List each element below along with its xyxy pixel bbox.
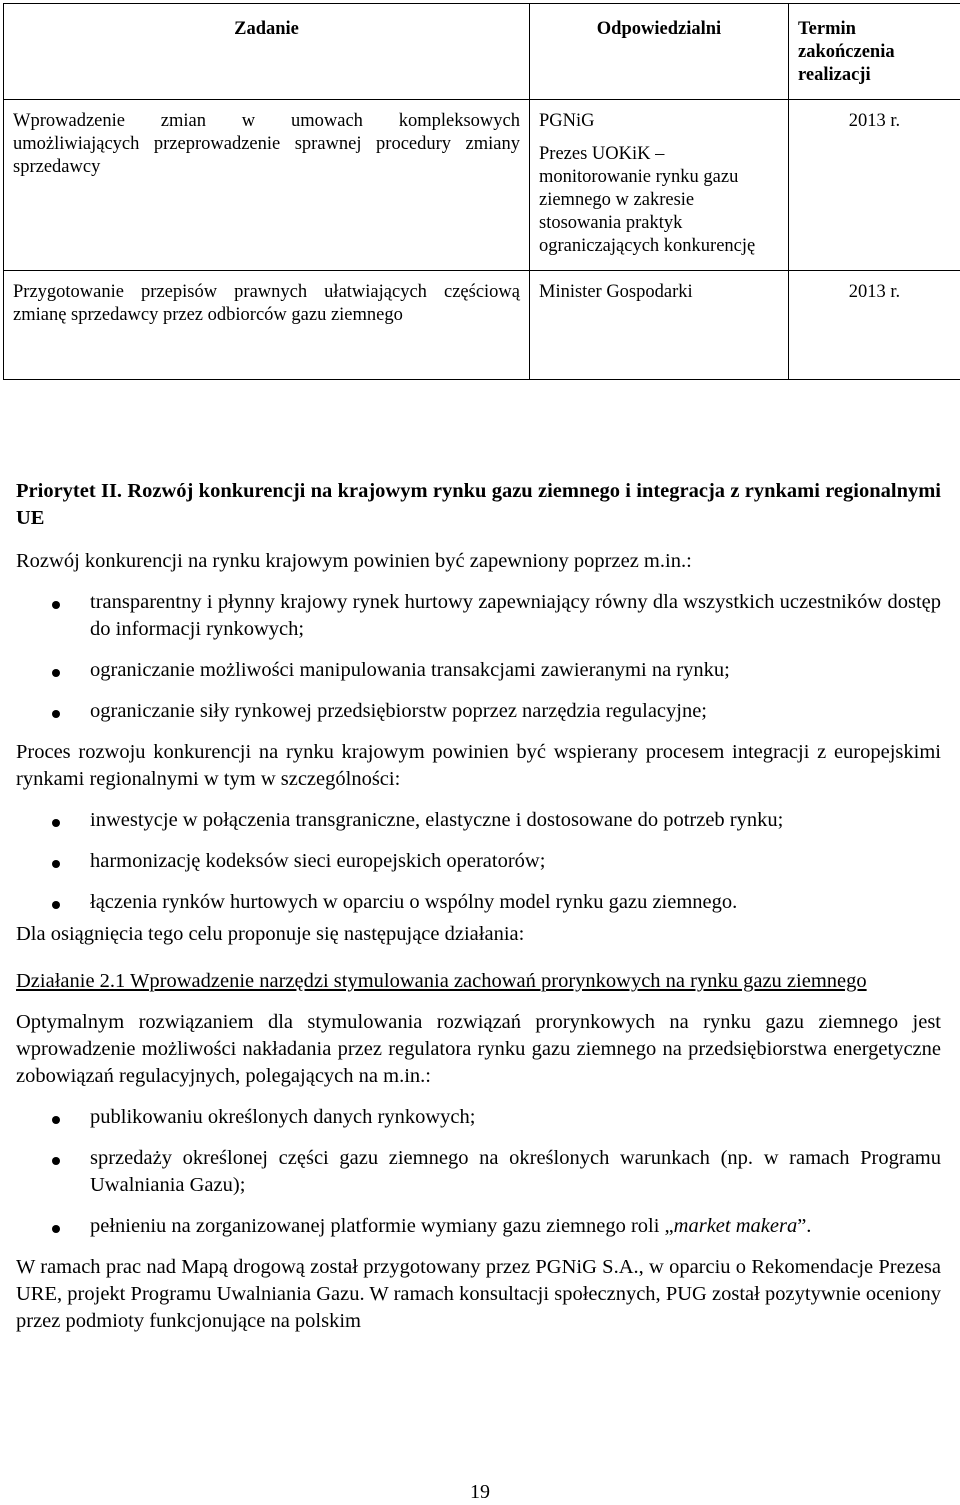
- bullet-list: [16, 589, 941, 725]
- list-item: harmonizację kodeksów sieci europejskich operatorów;: [16, 848, 941, 875]
- header-responsible: Odpowiedzialni: [530, 4, 789, 100]
- deadline-cell: 2013 r.: [789, 100, 960, 271]
- list-item: inwestycje w połączenia transgraniczne, elastyczne i dostosowane do potrzeb rynku;: [16, 807, 941, 834]
- list-item: ograniczanie siły rynkowej przedsiębiorstw poprzez narzędzia regulacyjne;: [16, 698, 941, 725]
- responsible-cell: [530, 100, 789, 271]
- paragraph: W ramach prac nad Mapą drogową został przygotowany przez PGNiG S.A., w oparciu o Rekomendacje Prezesa URE, projekt Programu Uwalniania Gazu. W ramach konsultacji społecznych, PUG został pozytywnie oceniony przez podmioty funkcjonujące na polskim: [16, 1256, 941, 1332]
- responsible-cell: Minister Gospodarki: [530, 271, 789, 380]
- bullet-icon: [52, 710, 60, 718]
- bullet-icon: [52, 1225, 60, 1233]
- header-task: Zadanie: [4, 4, 530, 100]
- paragraph: Dla osiągnięcia tego celu proponuje się następujące działania:: [16, 923, 525, 945]
- list-item: sprzedaży określonej części gazu ziemnego na określonych warunkach (np. w ramach Programu Uwalniania Gazu);: [16, 1145, 941, 1199]
- tasks-table: [3, 3, 960, 380]
- intro-paragraph: Rozwój konkurencji na rynku krajowym powinien być zapewniony poprzez m.in.:: [16, 550, 692, 572]
- bullet-list: [16, 1104, 941, 1240]
- list-item: publikowaniu określonych danych rynkowych;: [16, 1104, 941, 1131]
- bullet-icon: [52, 669, 60, 677]
- bullet-icon: [52, 901, 60, 909]
- bullet-icon: [52, 1157, 60, 1165]
- section-heading: Priorytet II. Rozwój konkurencji na krajowym rynku gazu ziemnego i integracja z rynkami regionalnymi UE: [16, 480, 941, 529]
- table-row: [4, 100, 960, 271]
- bullet-list: [16, 807, 941, 916]
- list-item: pełnieniu na zorganizowanej platformie wymiany gazu ziemnego roli „market makera”.: [16, 1213, 941, 1240]
- list-item: transparentny i płynny krajowy rynek hurtowy zapewniający równy dla wszystkich uczestników dostęp do informacji rynkowych;: [16, 589, 941, 643]
- page-number: 19: [470, 1481, 490, 1503]
- paragraph: Optymalnym rozwiązaniem dla stymulowania rozwiązań prorynkowych na rynku gazu ziemnego jest wprowadzenie możliwości nakładania przez regulatora rynku gazu ziemnego na przedsiębiorstwa energetyczne zobowiązań regulacyjnych, polegających na m.in.:: [16, 1011, 941, 1087]
- deadline-cell: 2013 r.: [789, 271, 960, 380]
- list-item: łączenia rynków hurtowych w oparciu o wspólny model rynku gazu ziemnego.: [16, 889, 941, 916]
- action-title: Działanie 2.1 Wprowadzenie narzędzi stymulowania zachowań prorynkowych na rynku gazu ziemnego: [16, 970, 867, 992]
- bullet-icon: [52, 1116, 60, 1124]
- header-deadline: Termin zakończenia realizacji: [789, 4, 960, 100]
- bullet-icon: [52, 819, 60, 827]
- table-header-row: [4, 4, 960, 100]
- task-cell: Przygotowanie przepisów prawnych ułatwiających częściową zmianę sprzedawcy przez odbiorców gazu ziemnego: [4, 271, 530, 380]
- task-cell: Wprowadzenie zmian w umowach kompleksowych umożliwiających przeprowadzenie sprawnej procedury zmiany sprzedawcy: [4, 100, 530, 271]
- paragraph: Proces rozwoju konkurencji na rynku krajowym powinien być wspierany procesem integracji z europejskimi rynkami regionalnymi w tym w szczególności:: [16, 741, 941, 790]
- body-text: [16, 548, 941, 1335]
- responsible-name: PGNiG: [539, 111, 595, 131]
- responsible-name: Prezes UOKiK – monitorowanie rynku gazu ziemnego w zakresie stosowania praktyk ograniczających konkurencję: [539, 144, 756, 256]
- bullet-icon: [52, 860, 60, 868]
- table-row: [4, 271, 960, 380]
- bullet-icon: [52, 601, 60, 609]
- list-item: ograniczanie możliwości manipulowania transakcjami zawieranymi na rynku;: [16, 657, 941, 684]
